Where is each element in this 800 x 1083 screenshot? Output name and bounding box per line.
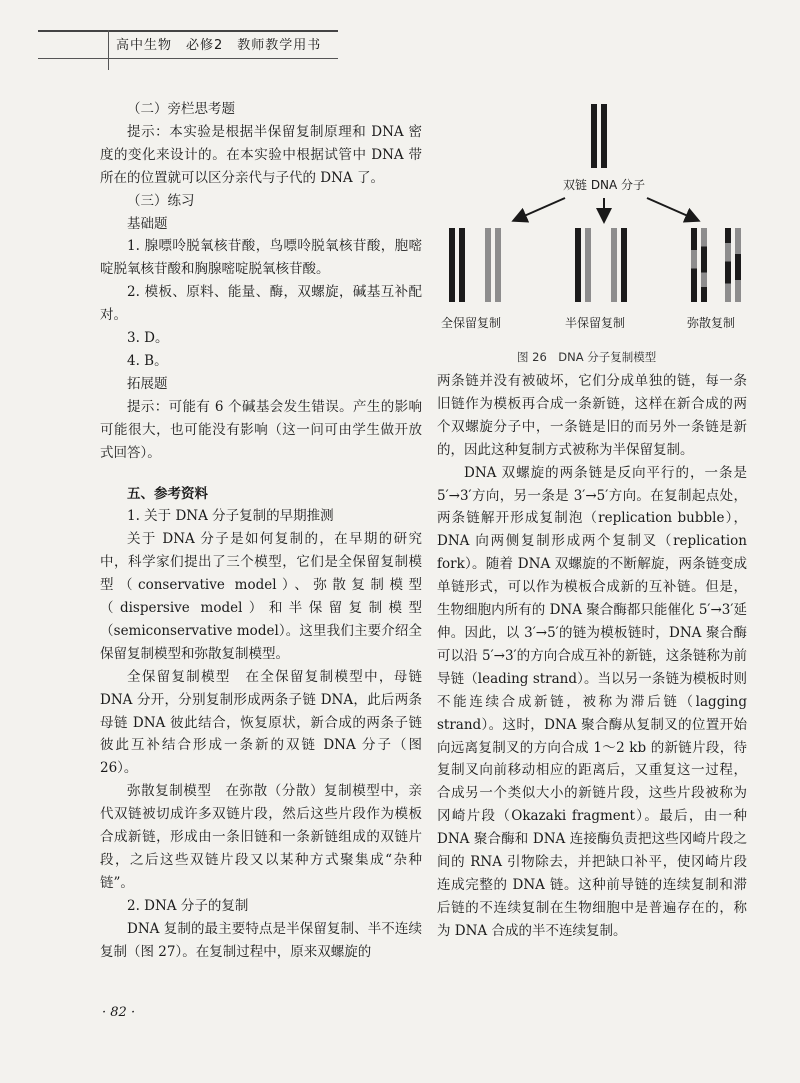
strand <box>621 228 627 302</box>
strand <box>575 228 581 302</box>
answer-1: 1. 腺嘌呤脱氧核苷酸，鸟嘌呤脱氧核苷酸，胞嘧啶脱氧核苷酸和胸腺嘧啶脱氧核苷酸。 <box>100 238 422 278</box>
heading-sidebar-questions: （二）旁栏思考题 <box>127 101 235 117</box>
right-paragraph-1: 两条链并没有被破坏，它们分成单独的链，每一条旧链作为模板再合成一条新链，这样在新合成的两个双螺旋分子中，一条链是旧的而另外一条链是新的，因此这种复制方式被称为半保留复制。 <box>437 373 747 458</box>
heading-practice: （三）练习 <box>127 192 195 209</box>
arrow-to-dispersive <box>647 198 697 220</box>
arrow-to-conservative <box>515 198 565 220</box>
header-title: 高中生物 必修2 教师教学用书 <box>116 38 322 53</box>
strand <box>611 228 617 302</box>
strand <box>701 228 707 302</box>
header-top-rule <box>38 30 338 32</box>
strand <box>735 228 741 302</box>
answer-2: 2. 模板、原料、能量、酶，双螺旋，碱基互补配对。 <box>100 284 422 324</box>
reference-1-title: 1. 关于 DNA 分子复制的早期推测 <box>127 508 334 525</box>
conservative-label: 全保留复制 <box>441 316 502 330</box>
extension-answer: 提示：可能有 6 个碱基会发生错误。产生的影响可能很大，也可能没有影响（这一问可由学生做开放式回答）。 <box>100 398 422 461</box>
strand <box>495 228 501 302</box>
reference-2-title: 2. DNA 分子的复制 <box>127 897 249 914</box>
right-column <box>437 370 747 943</box>
header-bottom-rule <box>38 58 338 59</box>
right-paragraph-2: DNA 双螺旋的两条链是反向平行的，一条是 5′→3′方向，另一条是 3′→5′方向。在复制起点处，两条链解开形成复制泡（replication bubble），DNA 向两侧复制形成两个复制叉（replication fork）。随着 DNA 双螺旋的不断解旋，两条链变成单链形式，可以作为模板合成新的互补链。但是，生物细胞内所有的 DNA 聚合酶都只能催化 5′→3′延伸。因此，以 3′→5′的链为模板链时，DNA 聚合酶可以沿 5′→3′的方向合成互补的新链，这条链称为前导链（leading strand）。当以另一条链为模板时则不能连续合成新链，被称为滞后链（lagging strand）。这时，DNA 聚合酶从复制叉的位置开始向远离复制叉的方向合成 1～2 kb 的新链片段，待复制叉向前移动相应的距离后，又重复这一过程，合成另一个类似大小的新链片段，这些片段被称为冈崎片段（Okazaki fragment）。最后，由一种 DNA 聚合酶和 DNA 连接酶负责把这些冈崎片段之间的 RNA 引物除去，并把缺口补平，使冈崎片段连成完整的 DNA 链。这种前导链的连续复制和滞后链的不连续复制在生物细胞中是普遍存在的，称为 DNA 合成的半不连续复制。 <box>437 464 747 939</box>
strand <box>585 228 591 302</box>
dispersive-model-paragraph <box>100 780 422 895</box>
figure-arrows <box>437 100 747 240</box>
reference-2-body: DNA 复制的最主要特点是半保留复制、半不连续复制（图 27）。在复制过程中，原来双螺旋的 <box>100 920 422 960</box>
strand <box>725 228 731 302</box>
reference-1-body: 关于 DNA 分子是如何复制的，在早期的研究中，科学家们提出了三个模型，它们是全保留复制模型（conservative model）、弥散复制模型（dispersive model）和半保留复制模型（semiconservative model）。这里我们主要介绍全保留复制模型和弥散复制模型。 <box>100 531 422 662</box>
extension-questions-label: 拓展题 <box>127 375 168 392</box>
page-number: · 82 · <box>102 1005 136 1020</box>
header-vertical-rule <box>108 30 109 70</box>
conservative-model-paragraph <box>100 666 422 781</box>
parent-dna-label: 双链 DNA 分子 <box>563 178 646 192</box>
strand <box>485 228 491 302</box>
basic-questions-label: 基础题 <box>127 215 168 232</box>
strand <box>449 228 455 302</box>
running-header <box>38 30 368 64</box>
figure-caption: 图 26 DNA 分子复制模型 <box>517 350 657 364</box>
answer-3: 3. D。 <box>127 330 169 347</box>
answer-4: 4. B。 <box>127 352 168 369</box>
dispersive-model-term: 弥散复制模型 <box>127 783 212 800</box>
sidebar-answer: 提示：本实验是根据半保留复制原理和 DNA 密度的变化来设计的。在本实验中根据试管中 DNA 带所在的位置就可以区分亲代与子代的 DNA 了。 <box>100 123 422 186</box>
conservative-model-term: 全保留复制模型 <box>127 668 231 685</box>
dispersive-model-text: 在弥散（分散）复制模型中，亲代双链被切成许多双链片段，然后这些片段作为模板合成新链，形成由一条旧链和一条新链组成的双链片段，之后这些双链片段又以某种方式聚集成“杂种链”。 <box>100 783 423 891</box>
semiconservative-label: 半保留复制 <box>565 316 626 330</box>
dispersive-label: 弥散复制 <box>687 316 736 330</box>
strand <box>691 228 697 302</box>
left-column <box>100 98 422 964</box>
heading-references: 五、参考资料 <box>127 485 208 502</box>
conservative-model-text: 在全保留复制模型中，母链 DNA 分开，分别复制形成两条子链 DNA，此后两条母链 DNA 彼此结合，恢复原状，新合成的两条子链彼此互补结合形成一条新的双链 DNA 分子（图 26）。 <box>100 668 423 777</box>
figure-dna-replication-models <box>437 100 747 365</box>
strand <box>459 228 465 302</box>
